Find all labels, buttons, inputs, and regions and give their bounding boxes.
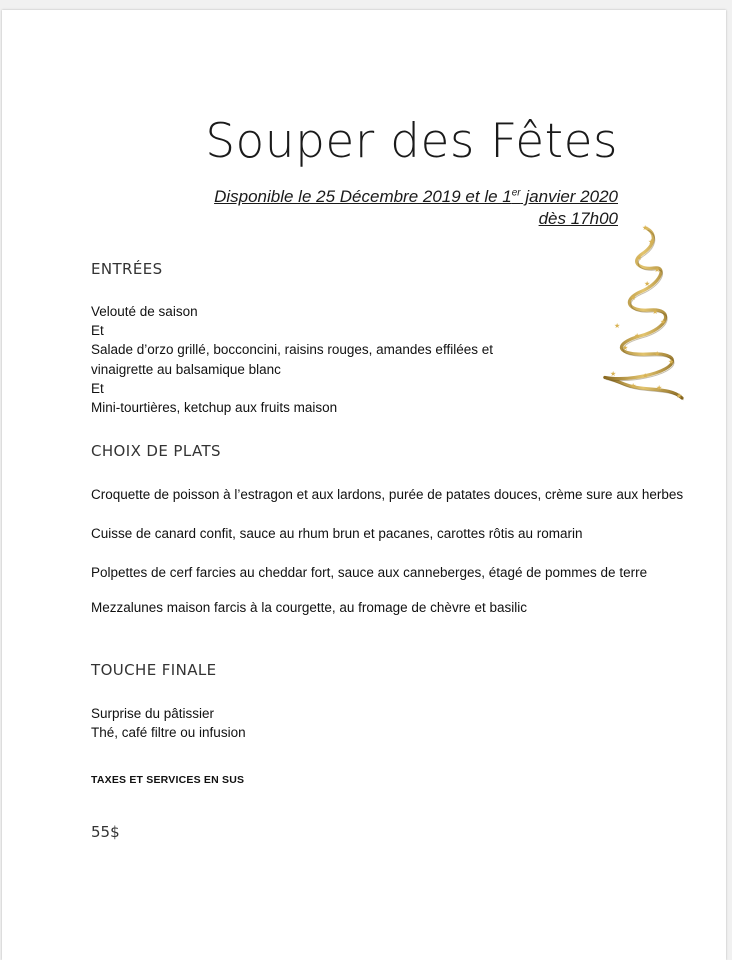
svg-text:★: ★ xyxy=(660,318,667,326)
svg-text:★: ★ xyxy=(642,224,649,232)
plat-item: Croquette de poisson à l’estragon et aux lardons, purée de patates douces, crème sure aux herbes xyxy=(91,487,684,502)
svg-text:★: ★ xyxy=(648,238,655,246)
entree-line: Salade d’orzo grillé, bocconcini, raisins rouges, amandes effilées et xyxy=(91,342,493,358)
plat-item: Polpettes de cerf farcies au cheddar fort, sauce aux canneberges, étagé de pommes de terre xyxy=(91,565,648,580)
price: 55$ xyxy=(91,823,120,841)
svg-text:★: ★ xyxy=(676,392,683,400)
entree-line: vinaigrette au balsamique blanc xyxy=(91,361,281,377)
entree-line: Et xyxy=(91,380,104,396)
svg-text:★: ★ xyxy=(654,266,661,274)
section-heading-entrees: ENTRÉES xyxy=(91,260,163,278)
menu-page xyxy=(2,10,726,960)
finale-list xyxy=(91,704,246,742)
entrees-list xyxy=(91,302,493,417)
svg-text:★: ★ xyxy=(652,308,659,316)
svg-text:★: ★ xyxy=(636,254,643,262)
finale-line: Thé, café filtre ou infusion xyxy=(91,725,246,741)
finale-line: Surprise du pâtissier xyxy=(91,706,215,721)
svg-text:★: ★ xyxy=(630,382,637,390)
taxes-note: TAXES ET SERVICES EN SUS xyxy=(91,774,245,786)
availability-note xyxy=(214,186,618,230)
availability-time: dès 17h00 xyxy=(538,209,618,228)
svg-text:★: ★ xyxy=(614,322,621,330)
plat-item: Mezzalunes maison farcis à la courgette, au fromage de chèvre et basilic xyxy=(91,600,527,615)
section-heading-finale: TOUCHE FINALE xyxy=(91,661,217,679)
plat-item: Cuisse de canard confit, sauce au rhum brun et pacanes, carottes rôtis au romarin xyxy=(91,526,583,541)
entree-line: Et xyxy=(91,323,104,339)
section-heading-plats: CHOIX DE PLATS xyxy=(91,442,221,460)
svg-text:★: ★ xyxy=(610,370,617,378)
availability-date: Disponible le 25 Décembre 2019 et le 1er janvier 2020 xyxy=(214,187,618,206)
svg-text:★: ★ xyxy=(642,372,649,380)
svg-text:★: ★ xyxy=(654,350,661,358)
svg-text:★: ★ xyxy=(668,358,675,366)
svg-text:★: ★ xyxy=(630,294,637,302)
entree-line: Mini-tourtières, ketchup aux fruits maison xyxy=(91,400,338,416)
page-title: Souper des Fêtes xyxy=(205,114,618,169)
christmas-tree-ribbon-icon xyxy=(584,216,694,406)
svg-text:★: ★ xyxy=(622,344,629,352)
svg-text:★: ★ xyxy=(644,280,651,288)
svg-text:★: ★ xyxy=(656,384,663,392)
entree-line: Velouté de saison xyxy=(91,304,198,319)
svg-text:★: ★ xyxy=(634,332,641,340)
